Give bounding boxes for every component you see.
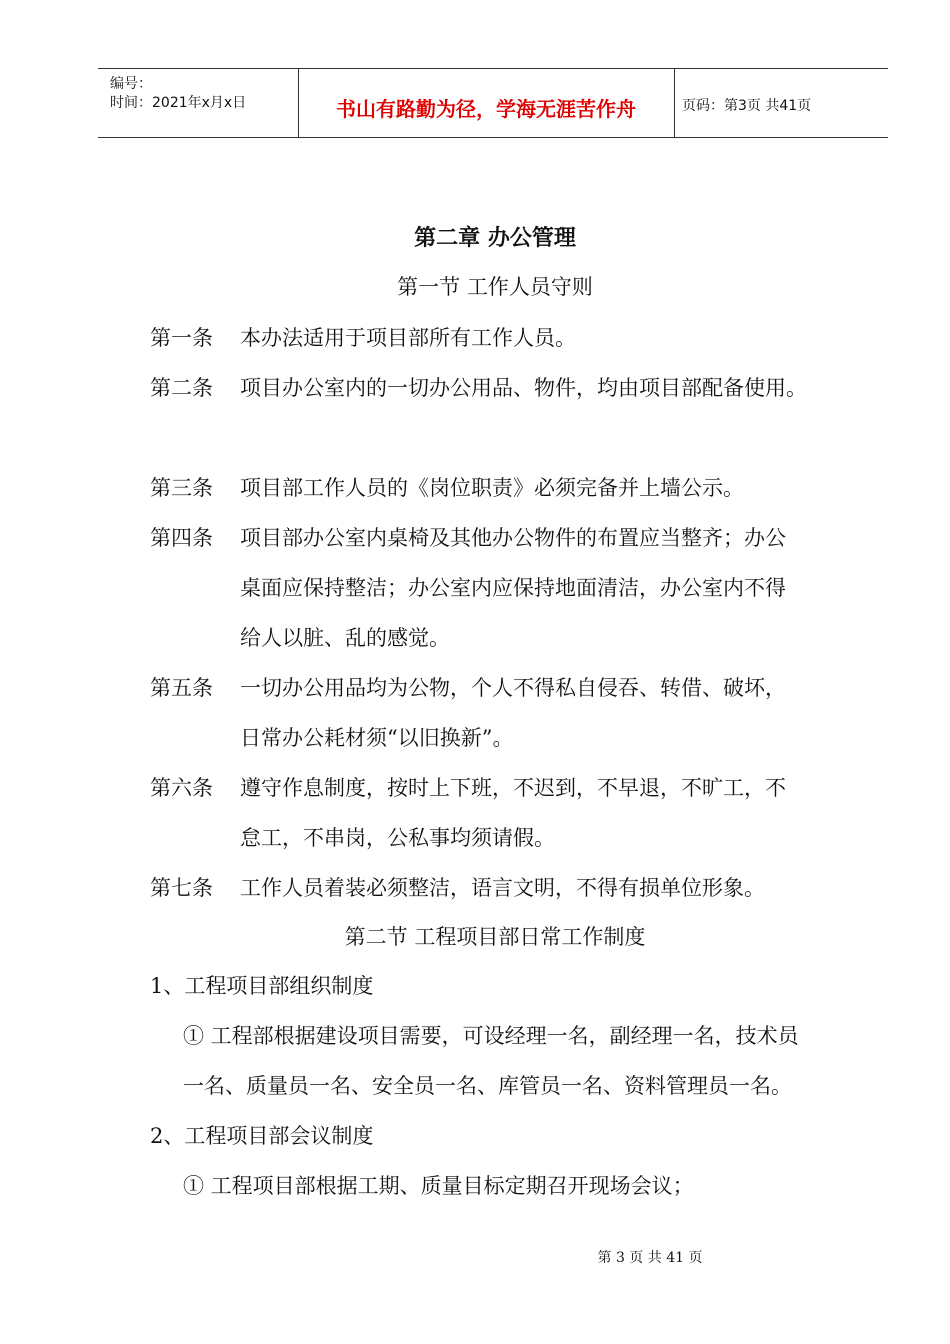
item-text: ① 工程部根据建设项目需要，可设经理一名，副经理一名，技术员 <box>183 1024 799 1048</box>
article-label: 第一条 <box>150 326 213 350</box>
motto-text: 书山有路勤为径，学海无涯苦作舟 <box>336 97 636 121</box>
chapter-title: 第二章 办公管理 <box>414 225 576 251</box>
article-label: 第五条 <box>150 676 213 700</box>
item-heading: 2、工程项目部会议制度 <box>150 1124 374 1148</box>
time-label: 时间：2021年x月x日 <box>110 95 247 111</box>
page-header <box>98 68 888 138</box>
article-text: 项目部工作人员的《岗位职责》必须完备并上墙公示。 <box>240 476 744 500</box>
article-text: 项目部办公室内桌椅及其他办公物件的布置应当整齐；办公 <box>240 526 786 550</box>
article-label: 第四条 <box>150 526 213 550</box>
item-text: ① 工程项目部根据工期、质量目标定期召开现场会议； <box>183 1174 694 1198</box>
article-text: 桌面应保持整洁；办公室内应保持地面清洁，办公室内不得 <box>240 576 786 600</box>
article-text: 本办法适用于项目部所有工作人员。 <box>240 326 576 350</box>
article-text: 怠工，不串岗，公私事均须请假。 <box>240 826 555 850</box>
article-label: 第七条 <box>150 876 213 900</box>
article-text: 工作人员着装必须整洁，语言文明，不得有损单位形象。 <box>240 876 765 900</box>
article-label: 第二条 <box>150 376 213 400</box>
article-text: 遵守作息制度，按时上下班，不迟到，不早退，不旷工，不 <box>240 776 786 800</box>
item-heading: 1、工程项目部组织制度 <box>150 974 374 998</box>
article-label: 第六条 <box>150 776 213 800</box>
section-title-1: 第一节 工作人员守则 <box>397 275 593 299</box>
page-footer: 第 3 页 共 41 页 <box>597 1250 703 1266</box>
section-title-2: 第二节 工程项目部日常工作制度 <box>344 925 646 949</box>
item-text: 一名、质量员一名、安全员一名、库管员一名、资料管理员一名。 <box>183 1074 792 1098</box>
article-text: 项目办公室内的一切办公用品、物件，均由项目部配备使用。 <box>240 376 807 400</box>
article-text: 一切办公用品均为公物，个人不得私自侵吞、转借、破坏， <box>240 676 786 700</box>
article-text: 给人以脏、乱的感觉。 <box>240 626 450 650</box>
article-label: 第三条 <box>150 476 213 500</box>
page-info: 页码：第3页 共41页 <box>682 98 812 114</box>
header-left-cell <box>98 69 299 137</box>
article-text: 日常办公耗材须“以旧换新”。 <box>240 726 514 750</box>
header-middle-cell <box>298 69 675 137</box>
header-right-cell <box>674 69 888 137</box>
number-label: 编号： <box>110 76 152 92</box>
